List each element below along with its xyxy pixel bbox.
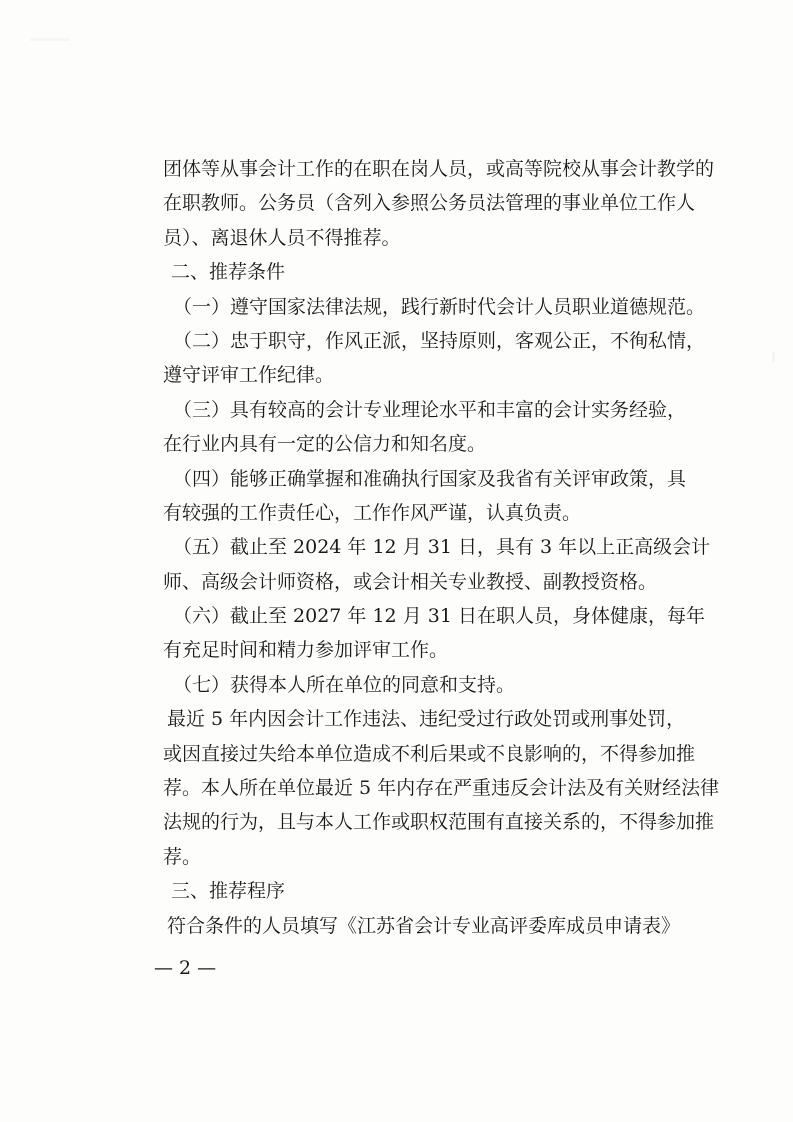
section-heading-recommendation-procedure: 三、推荐程序 (171, 880, 286, 903)
exclusion-paragraph-line: 荐。本人所在单位最近 5 年内存在严重违反会计法及有关财经法律 (163, 777, 720, 800)
condition-3-line: （三）具有较高的会计专业理论水平和丰富的会计实务经验， (173, 398, 687, 421)
condition-2-line: （二）忠于职守，作风正派，坚持原则，客观公正，不徇私情， (173, 329, 706, 352)
condition-5-line: （五）截止至 2024 年 12 月 31 日，具有 3 年以上正高级会计 (173, 536, 711, 559)
condition-6-continuation: 有充足时间和精力参加评审工作。 (163, 639, 449, 662)
condition-1-line: （一）遵守国家法律法规，践行新时代会计人员职业道德规范。 (173, 295, 706, 318)
body-line: 员）、离退休人员不得推荐。 (163, 226, 401, 249)
scan-artifact (772, 352, 775, 362)
section-heading-recommendation-conditions: 二、推荐条件 (171, 261, 286, 284)
condition-4-continuation: 有较强的工作责任心，工作作风严谨，认真负责。 (163, 501, 582, 524)
scan-artifact (30, 38, 70, 41)
condition-2-continuation: 遵守评审工作纪律。 (163, 364, 335, 387)
procedure-paragraph-line: 符合条件的人员填写《江苏省会计专业高评委库成员申请表》 (167, 914, 681, 937)
condition-4-line: （四）能够正确掌握和准确执行国家及我省有关评审政策，具 (173, 467, 687, 490)
page-number: — 2 — (154, 957, 217, 979)
body-line: 在职教师。公务员（含列入参照公务员法管理的事业单位工作人 (163, 192, 696, 215)
condition-6-line: （六）截止至 2027 年 12 月 31 日在职人员，身体健康，每年 (173, 605, 705, 628)
exclusion-paragraph-line: 最近 5 年内因会计工作违法、违纪受过行政处罚或刑事处罚， (167, 708, 686, 731)
exclusion-paragraph-line: 法规的行为，且与本人工作或职权范围有直接关系的，不得参加推 (163, 811, 715, 834)
document-body (163, 152, 720, 943)
condition-7-line: （七）获得本人所在单位的同意和支持。 (173, 673, 516, 696)
condition-3-continuation: 在行业内具有一定的公信力和知名度。 (163, 433, 487, 456)
exclusion-paragraph-line: 荐。 (163, 845, 202, 868)
exclusion-paragraph-line: 或因直接过失给本单位造成不利后果或不良影响的，不得参加推 (163, 742, 696, 765)
body-line: 团体等从事会计工作的在职在岗人员，或高等院校从事会计教学的 (163, 158, 715, 180)
condition-5-continuation: 师、高级会计师资格，或会计相关专业教授、副教授资格。 (163, 570, 658, 593)
